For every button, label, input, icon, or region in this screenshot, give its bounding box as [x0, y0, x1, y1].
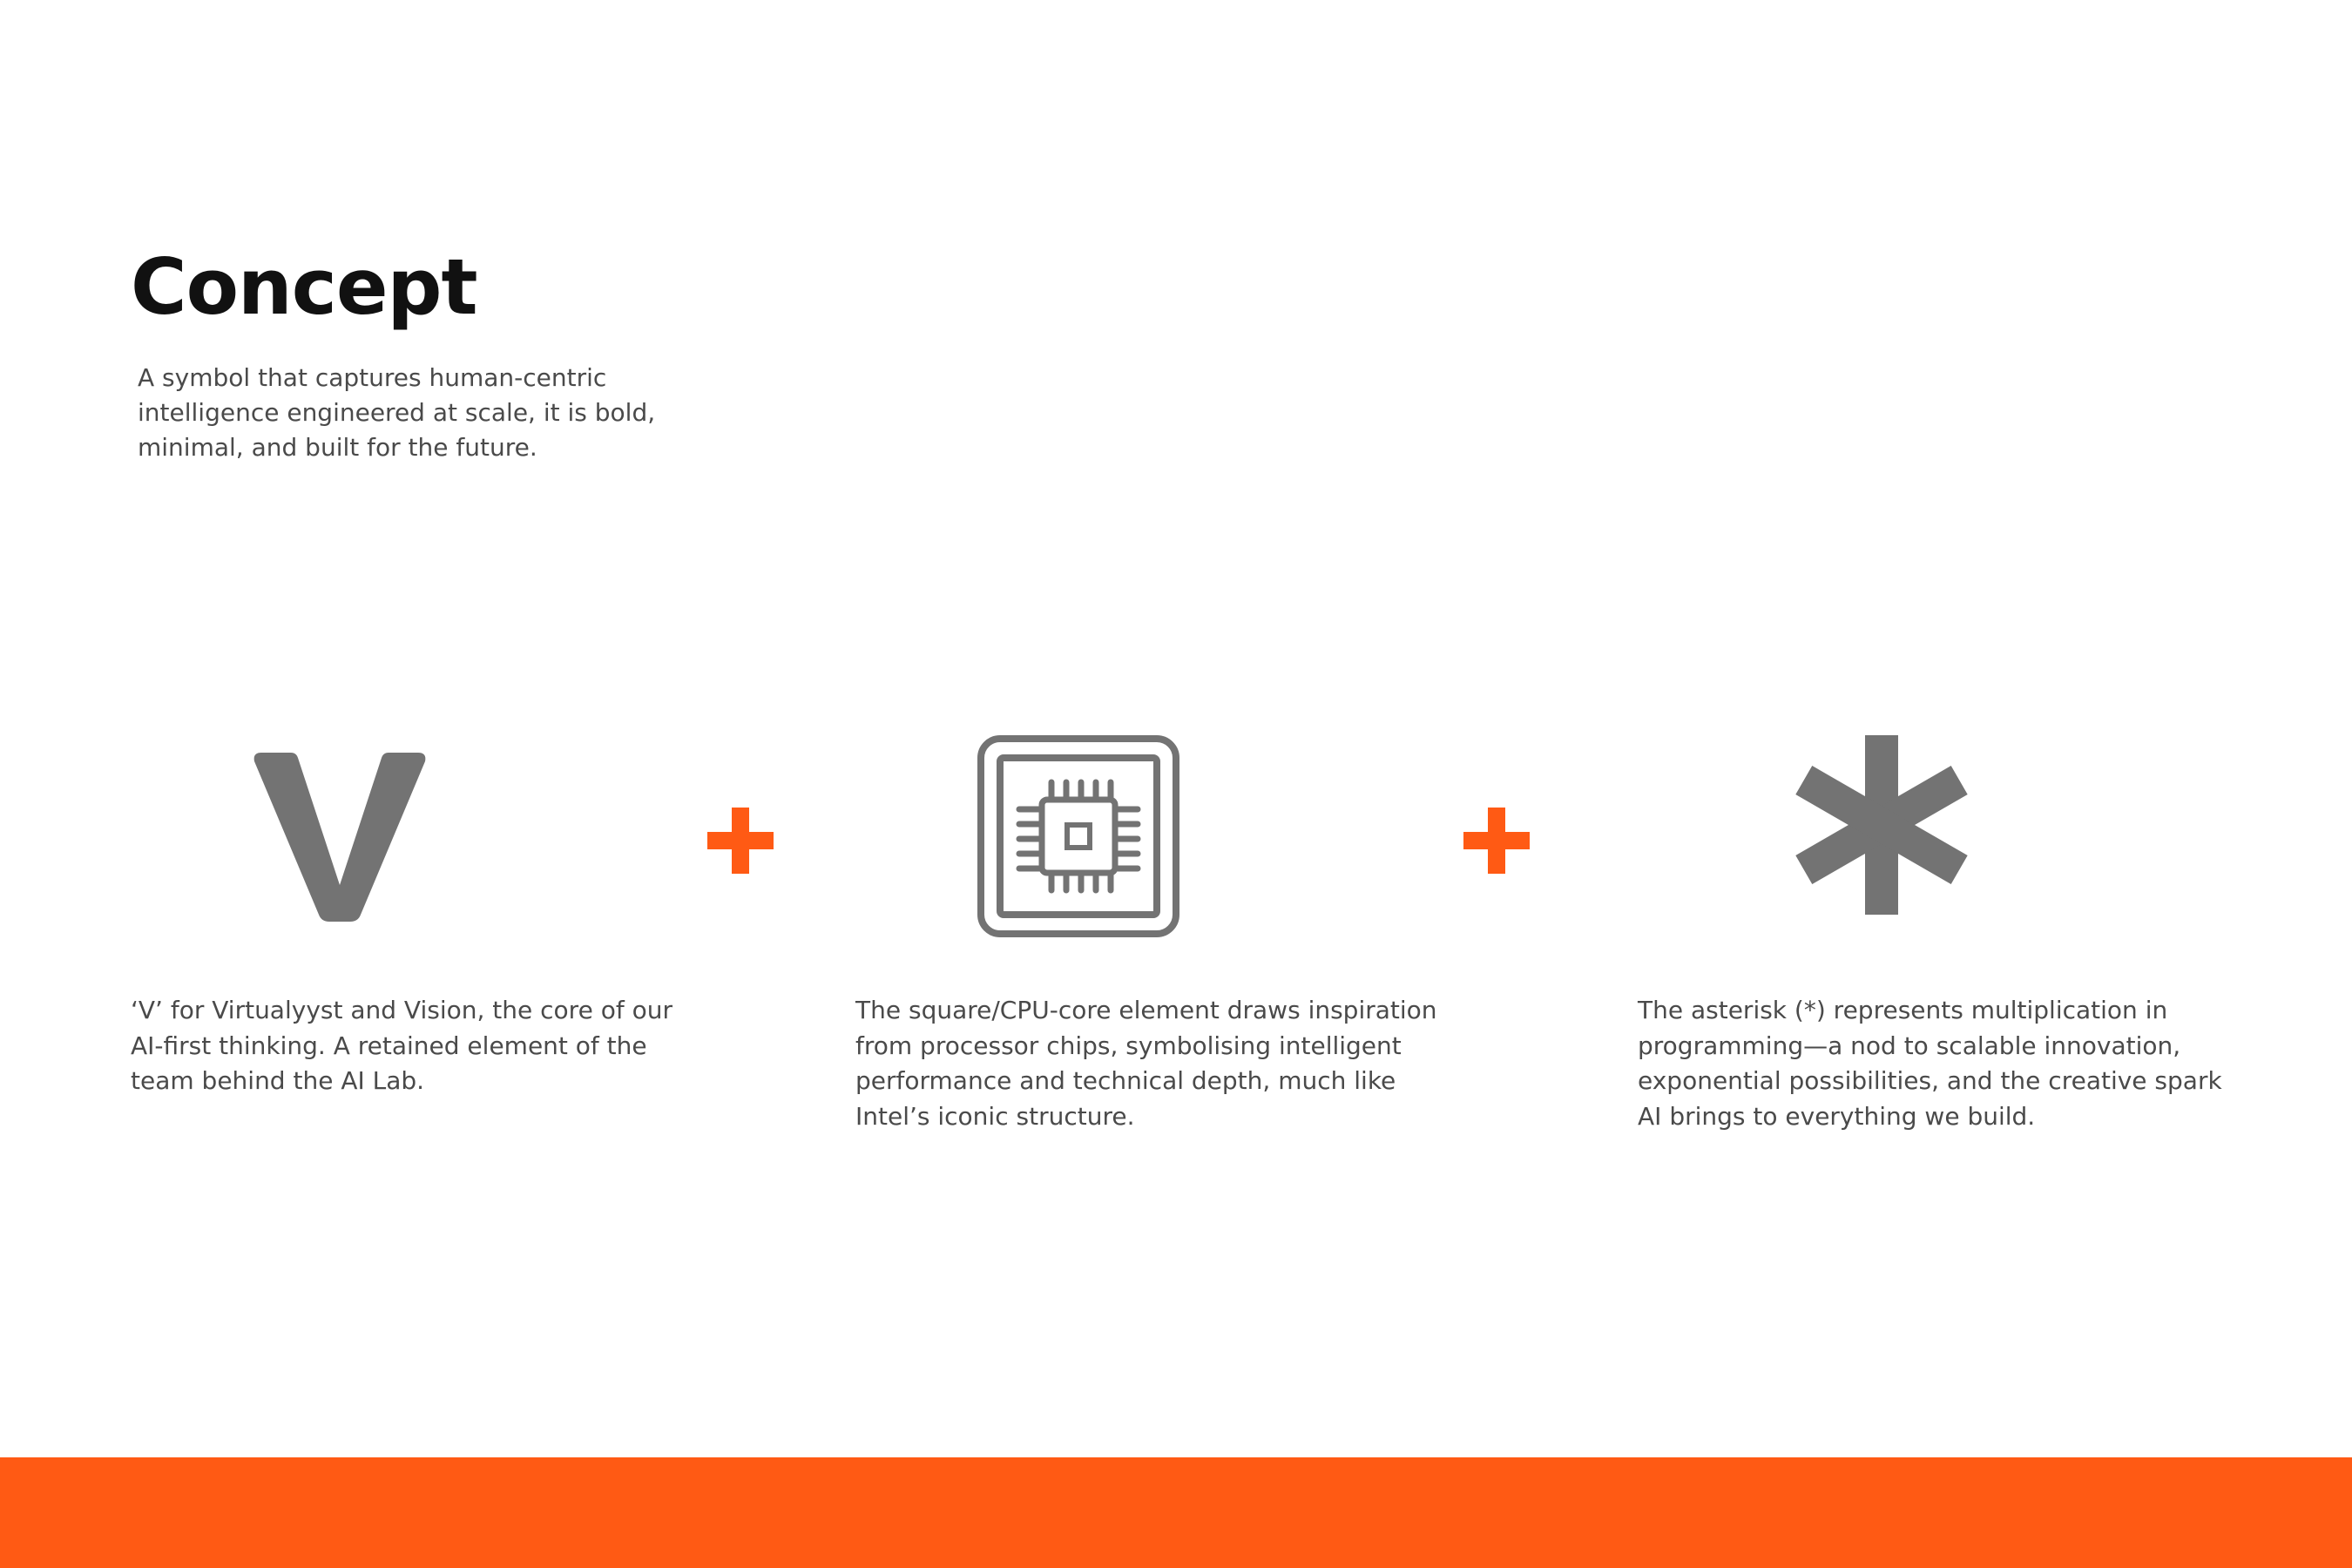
footer-accent-bar	[0, 1457, 2352, 1568]
asterisk-icon	[1786, 732, 1977, 923]
plus-icon	[1453, 797, 1540, 884]
v-description: ‘V’ for Virtualyyst and Vision, the core of our AI-first thinking. A retained element of the team behind the AI Lab.	[131, 996, 672, 1095]
letter-v-icon	[253, 749, 427, 923]
plus-icon	[697, 797, 784, 884]
cpu-chip-icon	[974, 732, 1183, 941]
page-subtitle: A symbol that captures human-centric intelligence engineered at scale, it is bold, minimal, and built for the future.	[138, 363, 656, 462]
cpu-chip-description: The square/CPU-core element draws inspiration from processor chips, symbolising intelligent performance and technical depth, much like Intel’s iconic structure.	[855, 996, 1437, 1131]
asterisk-description: The asterisk (*) represents multiplication in programming—a nod to scalable innovation, exponential possibilities, and the creative spark AI brings to everything we build.	[1638, 996, 2222, 1131]
page-title: Concept	[131, 242, 477, 332]
